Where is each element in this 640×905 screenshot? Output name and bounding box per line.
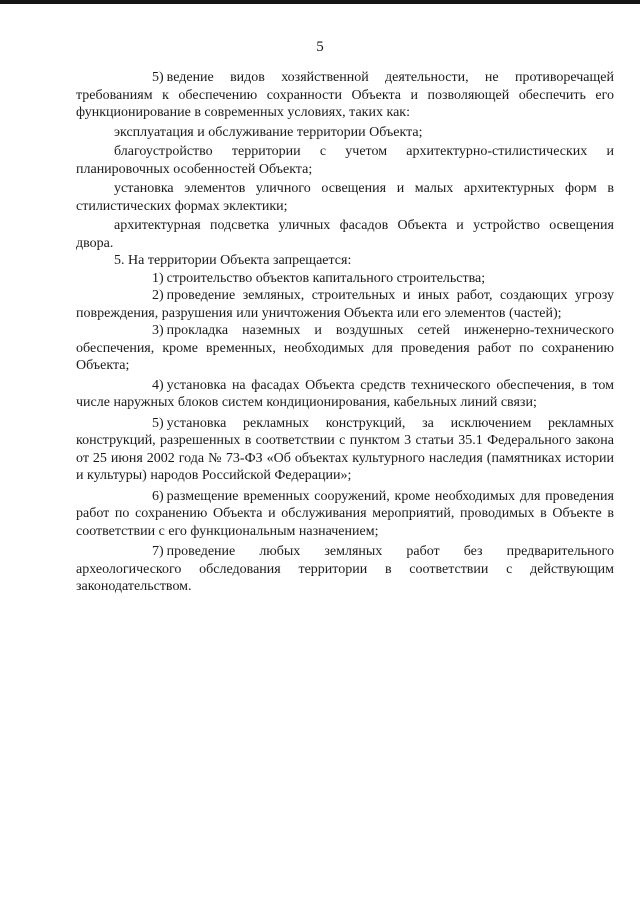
- paragraph-text: благоустройство территории с учетом архитектурно-стилистических и планировочных особенностей Объекта;: [76, 144, 614, 177]
- document-body: [76, 69, 614, 596]
- section-heading-prohibitions: [76, 252, 614, 270]
- paragraph-item-2: [76, 287, 614, 322]
- paragraph-text: эксплуатация и обслуживание территории Объекта;: [114, 124, 423, 140]
- paragraph-maintenance: [76, 124, 614, 142]
- item-number: 7): [152, 544, 164, 559]
- paragraph-text: установка элементов уличного освещения и малых архитектурных форм в стилистических формах эклектики;: [76, 181, 614, 214]
- paragraph-text: прокладка наземных и воздушных сетей инженерно-технического обеспечения, кроме временных, необходимых для проведения работ по сохранению Объекта;: [76, 323, 614, 373]
- page-number: 5: [316, 39, 324, 55]
- item-number: 5): [152, 70, 164, 85]
- paragraph-text: установка на фасадах Объекта средств технического обеспечения, в том числе наружных блоков систем кондиционирования, кабельных линий связи;: [76, 377, 614, 410]
- paragraph-text: проведение любых земляных работ без предварительного археологического обследования территории в соответствии с действующим законодательством.: [76, 544, 614, 594]
- paragraph-item-4: [76, 377, 614, 412]
- paragraph-text: размещение временных сооружений, кроме необходимых для проведения работ по сохранению Объекта и обслуживания мероприятий, проводимых в Объекте в соответствии с его функциональным назначением;: [76, 488, 614, 539]
- item-number: 4): [152, 377, 164, 393]
- paragraph-item-7: [76, 543, 614, 596]
- paragraph-item-1: [76, 270, 614, 288]
- paragraph-text: проведение земляных, строительных и иных работ, создающих угрозу повреждения, разрушения или уничтожения Объекта или его элементов (частей);: [76, 288, 614, 321]
- paragraph-facade-lighting: [76, 217, 614, 252]
- paragraph-text: строительство объектов капитального строительства;: [166, 270, 486, 286]
- paragraph-street-lighting: [76, 180, 614, 215]
- paragraph-text: 5. На территории Объекта запрещается:: [114, 253, 352, 268]
- item-number: 6): [152, 488, 164, 504]
- scan-top-edge: [0, 0, 640, 4]
- paragraph-item-5-activities: [76, 69, 614, 122]
- paragraph-text: установка рекламных конструкций, за исключением рекламных конструкций, разрешенных в соответствии с пунктом 3 статьи 35.1 Федерального закона от 25 июня 2002 года № 73-ФЗ «Об объектах культурного наследия (памятниках истории и культуры) народов Российской Федерации»;: [76, 415, 614, 483]
- item-number: 2): [152, 288, 164, 303]
- item-number: 3): [152, 323, 164, 338]
- paragraph-landscaping: [76, 143, 614, 178]
- paragraph-text: ведение видов хозяйственной деятельности, не противоречащей требованиям к обеспечению сохранности Объекта и позволяющей обеспечить его функционирование в современных условиях, таких как:: [76, 70, 614, 120]
- paragraph-item-6: [76, 488, 614, 541]
- paragraph-item-3: [76, 322, 614, 375]
- item-number: 1): [152, 270, 164, 286]
- paragraph-item-5-advertising: [76, 415, 614, 485]
- paragraph-text: архитектурная подсветка уличных фасадов Объекта и устройство освещения двора.: [76, 218, 614, 251]
- item-number: 5): [152, 415, 164, 431]
